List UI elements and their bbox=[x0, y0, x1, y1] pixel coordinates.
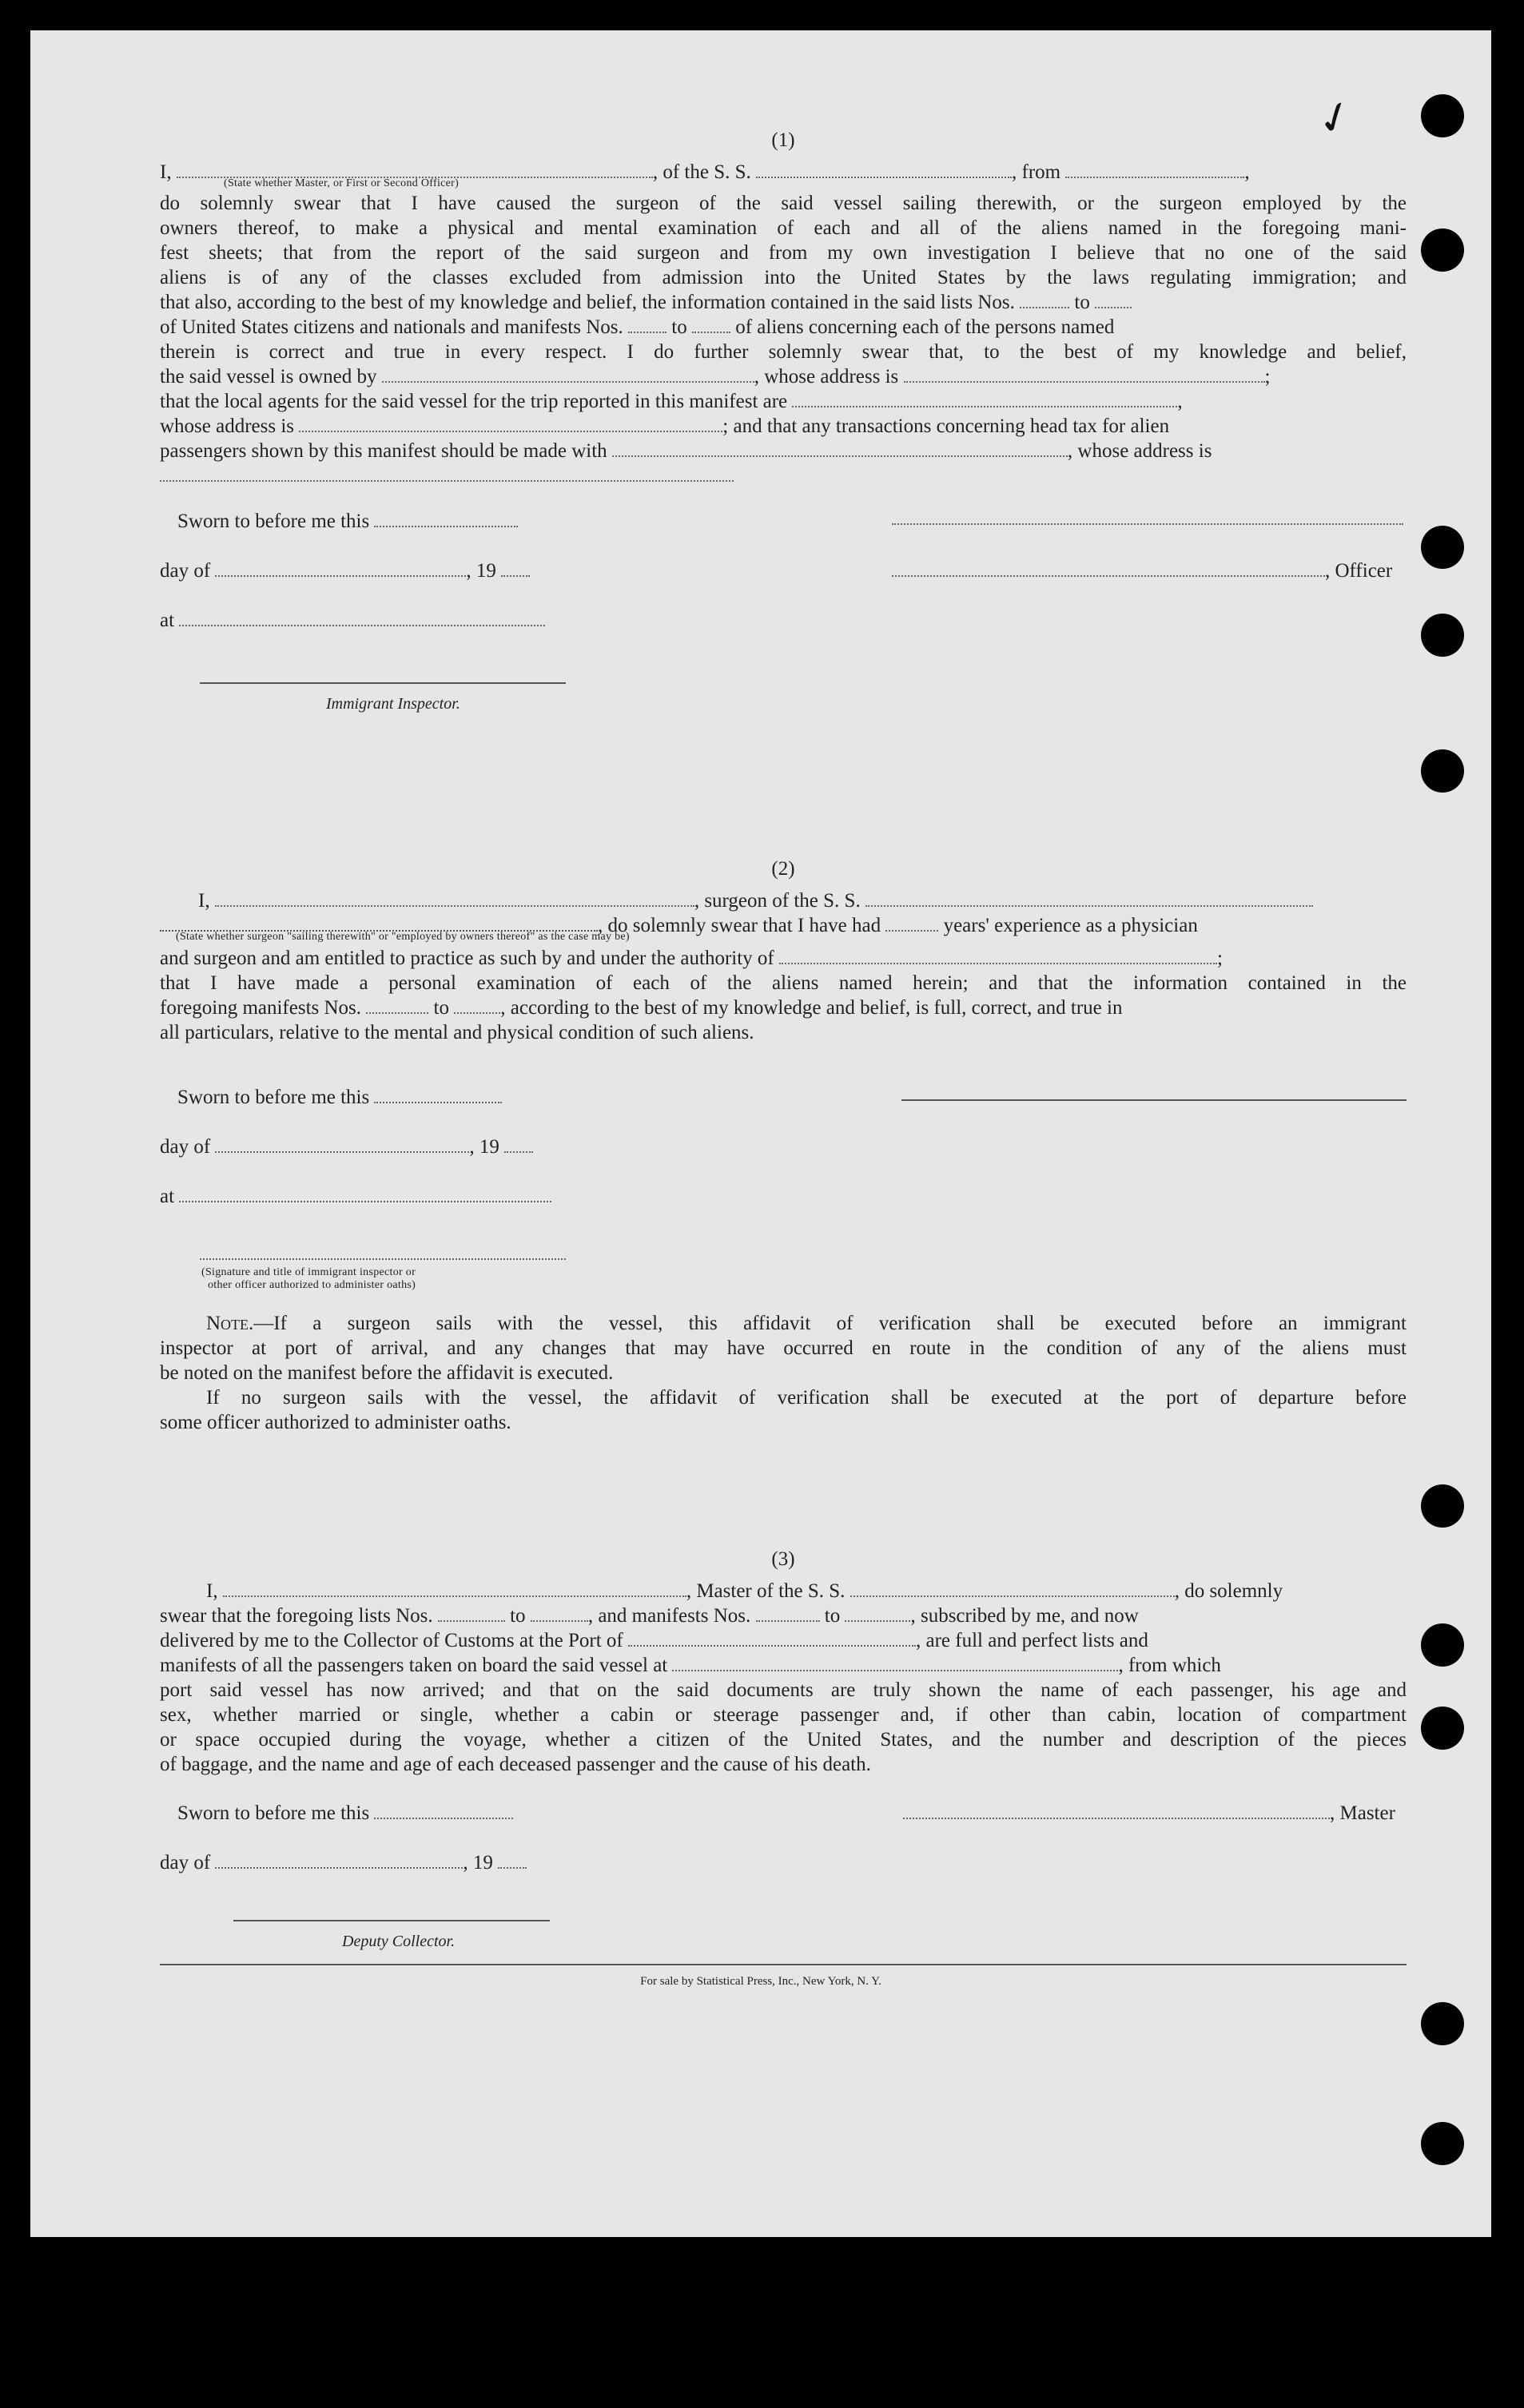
binder-hole-7 bbox=[1421, 1623, 1464, 1667]
binder-hole-8 bbox=[1421, 1707, 1464, 1750]
sworn-day-field[interactable] bbox=[374, 511, 518, 527]
manifest-from-field-2[interactable] bbox=[366, 998, 428, 1014]
oath-text-line: port said vessel has now arrived; and that on the said documents are truly shown the name of each passenger, his age and bbox=[160, 1679, 1407, 1701]
collector-caption: Deputy Collector. bbox=[342, 1933, 456, 1950]
oath-line: passengers shown by this manifest should be made with , whose address is bbox=[160, 440, 1212, 462]
signature-caption: (Signature and title of immigrant inspector or bbox=[201, 1266, 416, 1278]
oath-line: and surgeon and am entitled to practice as such by and under the authority of ; bbox=[160, 948, 1223, 969]
embarkation-port-field[interactable] bbox=[672, 1655, 1118, 1671]
years-experience-field[interactable] bbox=[885, 916, 938, 932]
month-field-2[interactable] bbox=[215, 1137, 469, 1153]
ink-mark-icon: ✓ bbox=[1310, 89, 1361, 147]
surgeon-hint: (State whether surgeon "sailing therewith" or "employed by owners thereof" as the case may be) bbox=[176, 931, 630, 943]
year-field-2[interactable] bbox=[504, 1137, 533, 1153]
oath-text-line: aliens is of any of the classes excluded from admission into the United States by the laws regulating immigration; and bbox=[160, 267, 1407, 288]
list-to-field[interactable] bbox=[1095, 292, 1132, 308]
oath-text-line: or space occupied during the voyage, whether a citizen of the United States, and the number and description of the pieces bbox=[160, 1729, 1407, 1750]
manifest-to-field[interactable] bbox=[692, 317, 730, 333]
sworn-day-field-2[interactable] bbox=[374, 1087, 502, 1103]
note-line: be noted on the manifest before the affidavit is executed. bbox=[160, 1362, 614, 1384]
section-number: (2) bbox=[771, 858, 795, 880]
owner-address-field[interactable] bbox=[904, 367, 1265, 383]
officer-name-field[interactable] bbox=[177, 162, 653, 178]
lists-from-field[interactable] bbox=[438, 1606, 505, 1622]
oath-text-line: sex, whether married or single, whether a cabin or steerage passenger and, if other than cabin, location of compartment bbox=[160, 1704, 1407, 1726]
oath-line: I, , of the S. S. , from , (State whether Master, or First or Second Officer) bbox=[160, 161, 1250, 189]
binder-hole-3 bbox=[1421, 526, 1464, 569]
day-row: day of , 19 , Officer bbox=[160, 560, 1393, 582]
section-number: (1) bbox=[771, 129, 795, 151]
day-row: day of , 19 bbox=[160, 1850, 1407, 1900]
footer-rule bbox=[160, 1964, 1407, 1965]
master-name-field[interactable] bbox=[223, 1581, 686, 1597]
year-field[interactable] bbox=[501, 561, 530, 577]
note-line: some officer authorized to administer oaths. bbox=[160, 1412, 511, 1433]
manifests-from-field[interactable] bbox=[756, 1606, 820, 1622]
collector-port-field[interactable] bbox=[628, 1631, 916, 1647]
oath-text-line: of baggage, and the name and age of each deceased passenger and the cause of his death. bbox=[160, 1754, 871, 1775]
section-number: (3) bbox=[771, 1548, 795, 1570]
head-tax-address-field[interactable] bbox=[160, 466, 734, 482]
oath-line: foregoing manifests Nos. to , according to the best of my knowledge and belief, is full, correct, and true in bbox=[160, 997, 1123, 1019]
surgeon-name-field[interactable] bbox=[215, 891, 694, 907]
oath-line: of United States citizens and nationals and manifests Nos. to of aliens concerning each of the persons named bbox=[160, 316, 1115, 338]
officer-title-field[interactable] bbox=[892, 561, 1325, 577]
month-field[interactable] bbox=[215, 561, 466, 577]
master-signature-line[interactable] bbox=[903, 1803, 1330, 1819]
sworn-row: Sworn to before me this bbox=[160, 509, 1407, 558]
sworn-row: Sworn to before me this , Master bbox=[177, 1802, 1395, 1824]
vessel-name-field[interactable] bbox=[756, 162, 1012, 178]
manifest-to-field-2[interactable] bbox=[454, 998, 500, 1014]
at-row: at bbox=[160, 1184, 1407, 1234]
sworn-row: Sworn to before me this bbox=[160, 1085, 1407, 1134]
oath-line: manifests of all the passengers taken on board the said vessel at , from which bbox=[160, 1655, 1221, 1676]
local-agents-field[interactable] bbox=[792, 391, 1177, 407]
officer-hint: (State whether Master, or First or Second Officer) bbox=[224, 177, 460, 189]
oath-line: that the local agents for the said vessel for the trip reported in this manifest are , bbox=[160, 391, 1183, 412]
binder-hole-4 bbox=[1421, 614, 1464, 657]
note-line: inspector at port of arrival, and any changes that may have occurred en route in the condition of any of the aliens must bbox=[160, 1337, 1407, 1359]
binder-hole-2 bbox=[1421, 228, 1464, 272]
oath-text-line: therein is correct and true in every respect. I do further solemnly swear that, to the best of my knowledge and belief, bbox=[160, 341, 1407, 363]
oath-line: whose address is ; and that any transactions concerning head tax for alien bbox=[160, 415, 1170, 437]
lists-to-field[interactable] bbox=[531, 1606, 588, 1622]
binder-hole-6 bbox=[1421, 1484, 1464, 1528]
owner-field[interactable] bbox=[382, 367, 754, 383]
agents-address-field[interactable] bbox=[299, 416, 722, 432]
head-tax-agent-field[interactable] bbox=[612, 441, 1068, 457]
binder-hole-1 bbox=[1421, 94, 1464, 137]
year-field-3[interactable] bbox=[498, 1853, 527, 1869]
departure-port-field[interactable] bbox=[1065, 162, 1244, 178]
oath-text-line: do solemnly swear that I have caused the surgeon of the said vessel sailing therewith, or the surgeon employed by the bbox=[160, 193, 1407, 214]
surgeon-signature-line[interactable] bbox=[901, 1085, 1407, 1101]
oath-line: I, , Master of the S. S. , do solemnly bbox=[206, 1580, 1283, 1602]
binder-hole-9 bbox=[1421, 2002, 1464, 2045]
vessel-name-field-3[interactable] bbox=[850, 1581, 1175, 1597]
oath-line: the said vessel is owned by , whose address is ; bbox=[160, 366, 1271, 387]
list-from-field[interactable] bbox=[1020, 292, 1069, 308]
manifests-to-field[interactable] bbox=[845, 1606, 910, 1622]
day-row: day of , 19 bbox=[160, 1134, 1407, 1184]
affidavit-section-2 bbox=[160, 856, 1407, 1435]
place-field[interactable] bbox=[179, 610, 545, 626]
oath-line: that also, according to the best of my knowledge and belief, the information contained in the said lists Nos. to bbox=[160, 290, 1407, 315]
oath-line: swear that the foregoing lists Nos. to , and manifests Nos. to , subscribed by me, and now bbox=[160, 1605, 1139, 1627]
printer-credit: For sale by Statistical Press, Inc., New York, N. Y. bbox=[640, 1975, 881, 1988]
oath-line: I, , surgeon of the S. S. bbox=[160, 888, 1407, 913]
affidavit-section-1 bbox=[160, 128, 1407, 715]
inspector-signature-line[interactable] bbox=[200, 668, 566, 684]
officer-signature-line[interactable] bbox=[892, 509, 1403, 525]
authority-field[interactable] bbox=[779, 948, 1217, 964]
note-line: If no surgeon sails with the vessel, the affidavit of verification shall be executed at the port of departure before bbox=[206, 1387, 1407, 1409]
oath-text-line: owners thereof, to make a physical and mental examination of each and all of the aliens named in the foregoing mani- bbox=[160, 217, 1407, 239]
vessel-name-field-2[interactable] bbox=[865, 891, 1313, 907]
oath-text-line: that I have made a personal examination of each of the aliens named herein; and that the information contained in the bbox=[160, 972, 1407, 994]
oath-line: delivered by me to the Collector of Customs at the Port of , are full and perfect lists and bbox=[160, 1630, 1148, 1651]
month-field-3[interactable] bbox=[215, 1853, 463, 1869]
oath-text-line: all particulars, relative to the mental and physical condition of such aliens. bbox=[160, 1022, 754, 1043]
binder-hole-5 bbox=[1421, 749, 1464, 793]
place-field-2[interactable] bbox=[179, 1186, 551, 1202]
collector-signature-line[interactable] bbox=[233, 1905, 550, 1921]
inspector-caption: Immigrant Inspector. bbox=[326, 695, 460, 713]
note-line: Note.—If a surgeon sails with the vessel, this affidavit of verification shall be executed before an immigrant bbox=[206, 1313, 1407, 1334]
oath-line: , do solemnly swear that I have had years' experience as a physician (State whether surgeon "sailing therewith" or "employed by owners thereof" as the case may be) bbox=[160, 913, 1407, 938]
manifest-from-field[interactable] bbox=[628, 317, 667, 333]
binder-hole-10 bbox=[1421, 2122, 1464, 2165]
officer-signature-line-2[interactable] bbox=[200, 1244, 566, 1260]
affidavit-section-3 bbox=[160, 1547, 1407, 1953]
signature-caption: other officer authorized to administer oaths) bbox=[208, 1279, 416, 1291]
oath-text-line: fest sheets; that from the report of the said surgeon and from my own investigation I believe that no one of the said bbox=[160, 242, 1407, 264]
sworn-day-field-3[interactable] bbox=[374, 1803, 513, 1819]
at-row: at bbox=[160, 608, 1407, 658]
form-page bbox=[30, 30, 1491, 2237]
oath-line bbox=[160, 463, 1407, 488]
